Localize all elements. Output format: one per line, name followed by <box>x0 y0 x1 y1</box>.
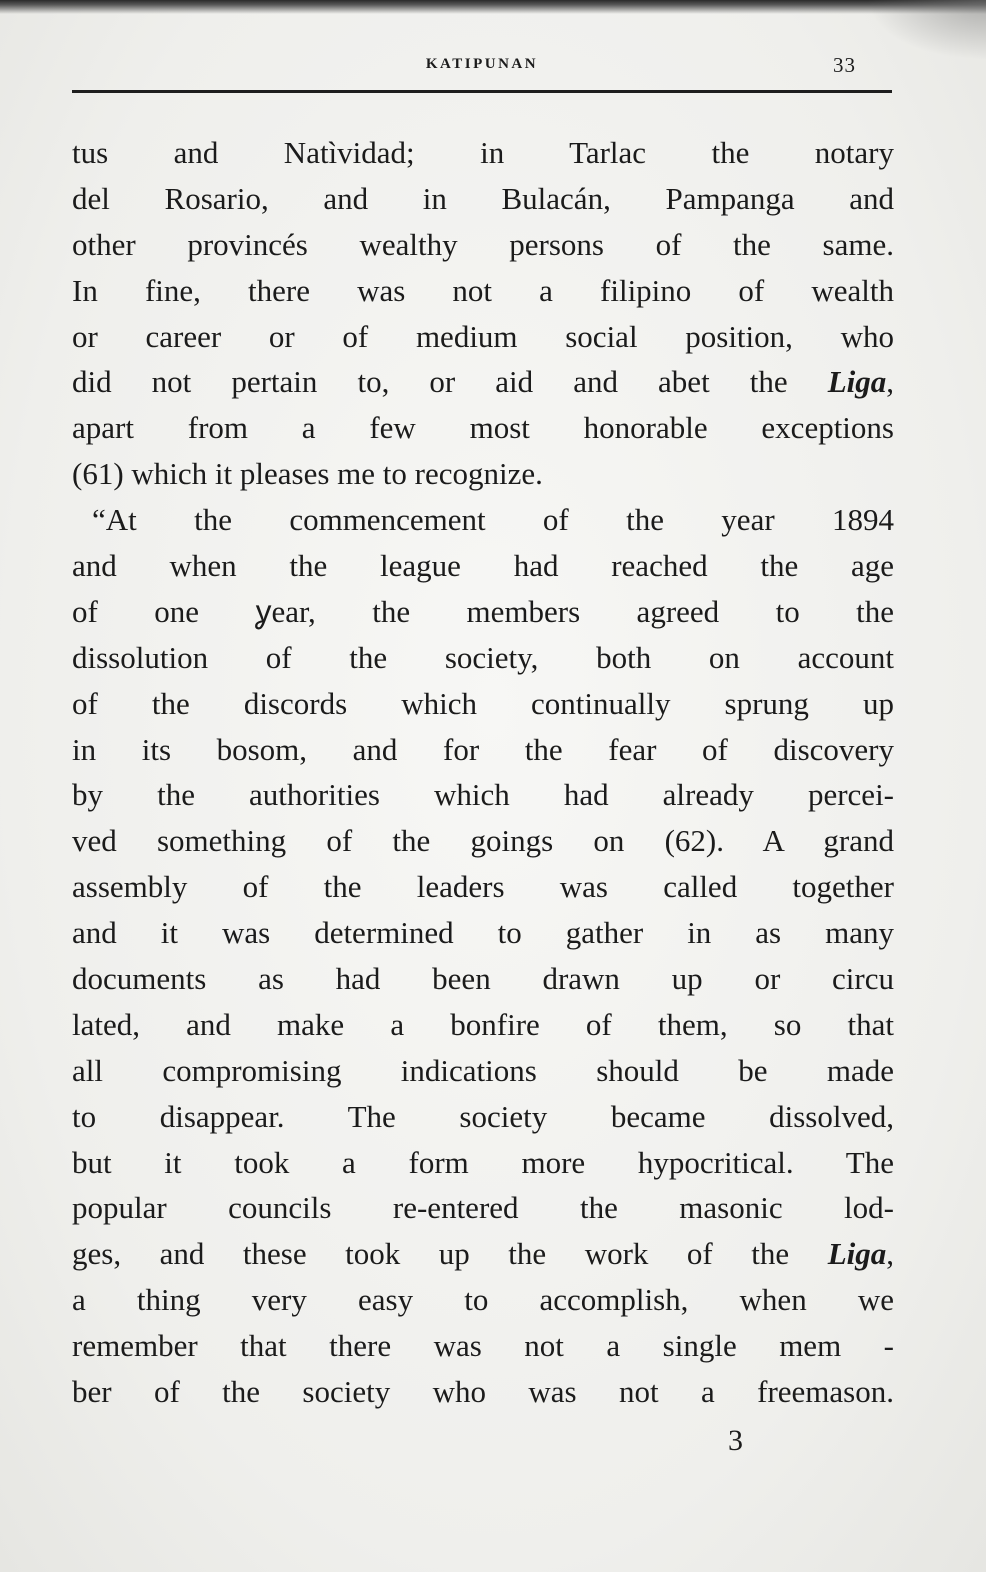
italic-term: Liga <box>827 1236 887 1272</box>
page-number: 33 <box>833 53 856 77</box>
text-line: and it was determined to gather in as many <box>72 915 894 951</box>
scan-top-edge <box>0 0 986 14</box>
text-line: remember that there was not a single mem - <box>72 1328 894 1364</box>
text-line: popular councils re-entered the masonic lod- <box>72 1190 894 1226</box>
text-line: to disappear. The society became dissolved, <box>72 1098 894 1134</box>
text-line: ber of the society who was not a freemason. <box>72 1374 894 1410</box>
text-line: of one ỿear, the members agreed to the <box>72 593 894 629</box>
line-punct: , <box>886 364 894 400</box>
scan-corner-shade <box>866 0 986 60</box>
text-line: apart from a few most honorable exceptions <box>72 410 894 446</box>
running-title: KATIPUNAN <box>425 56 539 72</box>
line-text: did not pertain to, or aid and abet the <box>72 364 828 400</box>
text-line: all compromising indications should be made <box>72 1052 894 1088</box>
text-line: “At the commencement of the year 1894 <box>92 502 894 538</box>
text-line: tus and Natìvidad; in Tarlac the notary <box>72 135 894 170</box>
text-line: lated, and make a bonfire of them, so that <box>72 1006 894 1042</box>
text-line: by the authorities which had already percei- <box>72 777 894 813</box>
line-punct: , <box>886 1236 894 1272</box>
running-head <box>72 53 892 90</box>
text-line: other provincés wealthy persons of the same. <box>72 226 894 262</box>
text-line: or career or of medium social position, who <box>72 318 894 354</box>
text-line: del Rosario, and in Bulacán, Pampanga and <box>72 180 894 216</box>
text-line <box>72 1231 894 1277</box>
text-line: in its bosom, and for the fear of discovery <box>72 731 894 767</box>
text-line: and when the league had reached the age <box>72 548 894 584</box>
signature-mark: 3 <box>728 1424 743 1457</box>
text-line: ved something of the goings on (62). A grand <box>72 823 894 859</box>
text-line: dissolution of the society, both on account <box>72 639 894 675</box>
text-line <box>72 359 894 405</box>
text-line: (61) which it pleases me to recognize. <box>72 456 543 492</box>
header-rule <box>72 90 892 93</box>
text-line: documents as had been drawn up or circu <box>72 961 894 997</box>
text-line: assembly of the leaders was called together <box>72 869 894 905</box>
italic-term: Liga <box>827 364 887 400</box>
text-line: but it took a form more hypocritical. The <box>72 1144 894 1180</box>
text-line: In fine, there was not a filipino of wealth <box>72 272 894 308</box>
text-line: a thing very easy to accomplish, when we <box>72 1282 894 1318</box>
body-text <box>72 130 894 1415</box>
text-line: of the discords which continually sprung up <box>72 685 894 721</box>
line-text: ges, and these took up the work of the <box>72 1236 828 1272</box>
